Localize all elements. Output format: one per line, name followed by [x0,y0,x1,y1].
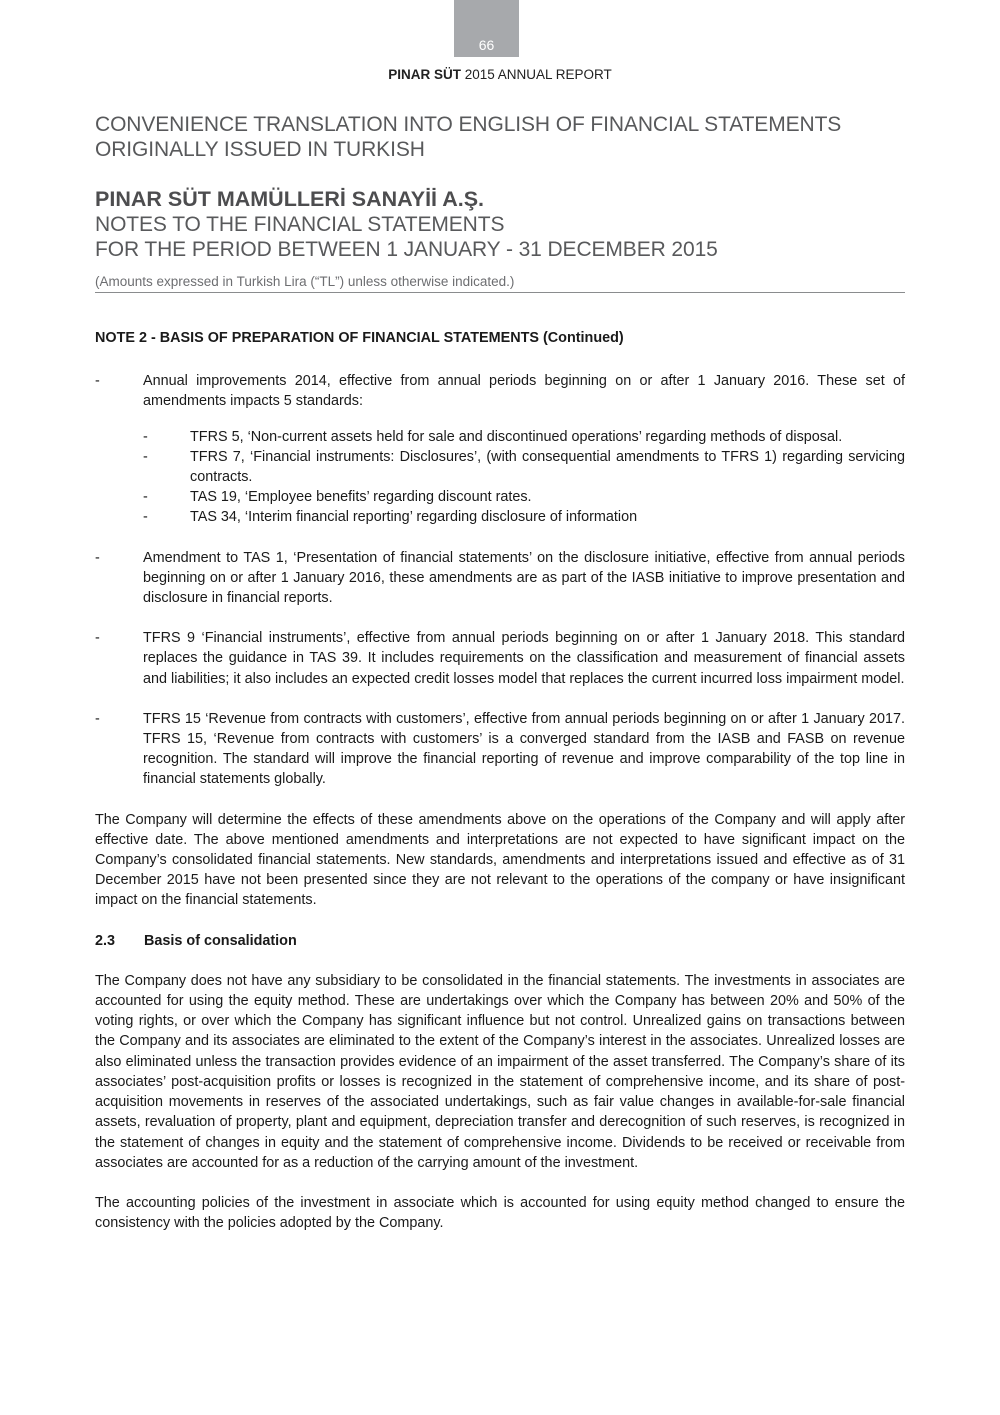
section-title: Basis of consalidation [144,932,297,949]
sub-bullet-text: TAS 34, ‘Interim financial reporting’ regarding disclosure of information [190,509,638,526]
sub-bullet-text: TAS 19, ‘Employee benefits’ regarding discount rates. [190,489,532,506]
sub-list-item [143,487,905,507]
document-body [95,328,905,1253]
bullet-dash: - [95,630,100,647]
sub-bullet-text: TFRS 5, ‘Non-current assets held for sale and discontinued operations’ regarding methods of disposal. [190,428,843,445]
paragraph-effects: The Company will determine the effects of these amendments above on the operations of the Company and will apply after effective date. The above mentioned amendments and interpretations are not expected to have significant impact on the Company’s consolidated financial statements. New standards, amendments and interpretations issued and effective as of 31 December 2015 have not been presented since they are not relevant to the operations of the company or have insignificant impact on the financial statements. [95,811,905,909]
notes-heading-line-2: FOR THE PERIOD BETWEEN 1 JANUARY - 31 DECEMBER 2015 [95,238,718,261]
sub-bullet-dash: - [143,448,148,465]
sub-bullet-dash: - [143,509,148,526]
bullet-text: Annual improvements 2014, effective from annual periods beginning on or after 1 January 2016. These set of amendments impacts 5 standards: [143,373,905,410]
list-item [95,628,905,689]
paragraph-consolidation: The Company does not have any subsidiary to be consolidated in the financial statements. The investments in associates are accounted for using the equity method. These are undertakings over which the Company has between 20% and 50% of the voting rights, or over which the Company has significant influence but not control. Unrealized gains on transactions between the Company and its associates are eliminated to the extent of the Company’s interest in the associates. Unrealized losses are also eliminated unless the transaction provides evidence of an impairment of the asset transferred. The Company’s share of its associates’ post-acquisition profits or losses is recognized in the statement of comprehensive income, and its share of post-acquisition movements in reserves of the associated undertakings, such as fair value changes in available-for-sale financial assets, revaluation of property, plant and equipment, depreciation transfer and derecognition of such reserves, is recognized in the statement of changes in equity and the statement of comprehensive income. Dividends to be received or receivable from associates are accounted for as a reduction of the carrying amount of the investment. [95,972,905,1171]
paragraph-policies: The accounting policies of the investment in associate which is accounted for using equity method changed to ensure the consistency with the policies adopted by the Company. [95,1194,905,1232]
sub-list [143,427,905,528]
page-number: 66 [478,37,495,53]
sub-list-item [143,507,905,527]
bullet-text: TFRS 9 ‘Financial instruments’, effective from annual periods beginning on or after 1 January 2018. This standard replaces the guidance in TAS 39. It includes requirements on the classification and measurement of financial assets and liabilities; it also includes an expected credit losses model that replaces the current incurred loss impairment model. [143,630,905,687]
bullet-dash: - [95,549,100,566]
report-year-title: 2015 ANNUAL REPORT [460,67,612,82]
translation-heading-line-2: ORIGINALLY ISSUED IN TURKISH [95,138,425,161]
sub-bullet-dash: - [143,428,148,445]
list-item [95,709,905,790]
bullet-text: Amendment to TAS 1, ‘Presentation of financial statements’ on the disclosure initiative, effective from annual periods beginning on or after 1 January 2016, these amendments are as part of the IASB initiative to improve presentation and disclosure in financial reports. [143,549,905,607]
header-divider [95,292,905,293]
notes-heading [95,212,718,262]
amounts-note: (Amounts expressed in Turkish Lira (“TL”) unless otherwise indicated.) [95,274,515,289]
translation-heading-line-1: CONVENIENCE TRANSLATION INTO ENGLISH OF FINANCIAL STATEMENTS [95,113,842,136]
bullet-dash: - [95,710,100,727]
section-number: 2.3 [95,932,116,949]
report-brand: PINAR SÜT [388,67,461,82]
note-title: NOTE 2 - BASIS OF PREPARATION OF FINANCIAL STATEMENTS (Continued) [95,330,624,346]
report-title [0,67,1000,82]
list-item [95,371,905,527]
sub-list-item [143,447,905,487]
notes-heading-line-1: NOTES TO THE FINANCIAL STATEMENTS [95,213,505,236]
sub-bullet-text: TFRS 7, ‘Financial instruments: Disclosures’, (with consequential amendments to TFRS 1) regarding servicing contracts. [190,448,905,486]
company-name: PINAR SÜT MAMÜLLERİ SANAYİİ A.Ş. [95,187,485,211]
bullet-dash: - [95,373,100,390]
sub-list-item [143,427,905,447]
bullet-text: TFRS 15 ‘Revenue from contracts with customers’, effective from annual periods beginning on or after 1 January 2017. TFRS 15, ‘Revenue from contracts with customers’ is a converged standard from the IASB and FASB on revenue recognition. The standard will improve the financial reporting of revenue and improve comparability of the top line in financial statements globally. [143,710,905,788]
sub-bullet-dash: - [143,489,148,506]
page-number-tab [454,0,519,57]
translation-heading [95,112,841,162]
section-heading [95,931,905,951]
list-item [95,548,905,609]
